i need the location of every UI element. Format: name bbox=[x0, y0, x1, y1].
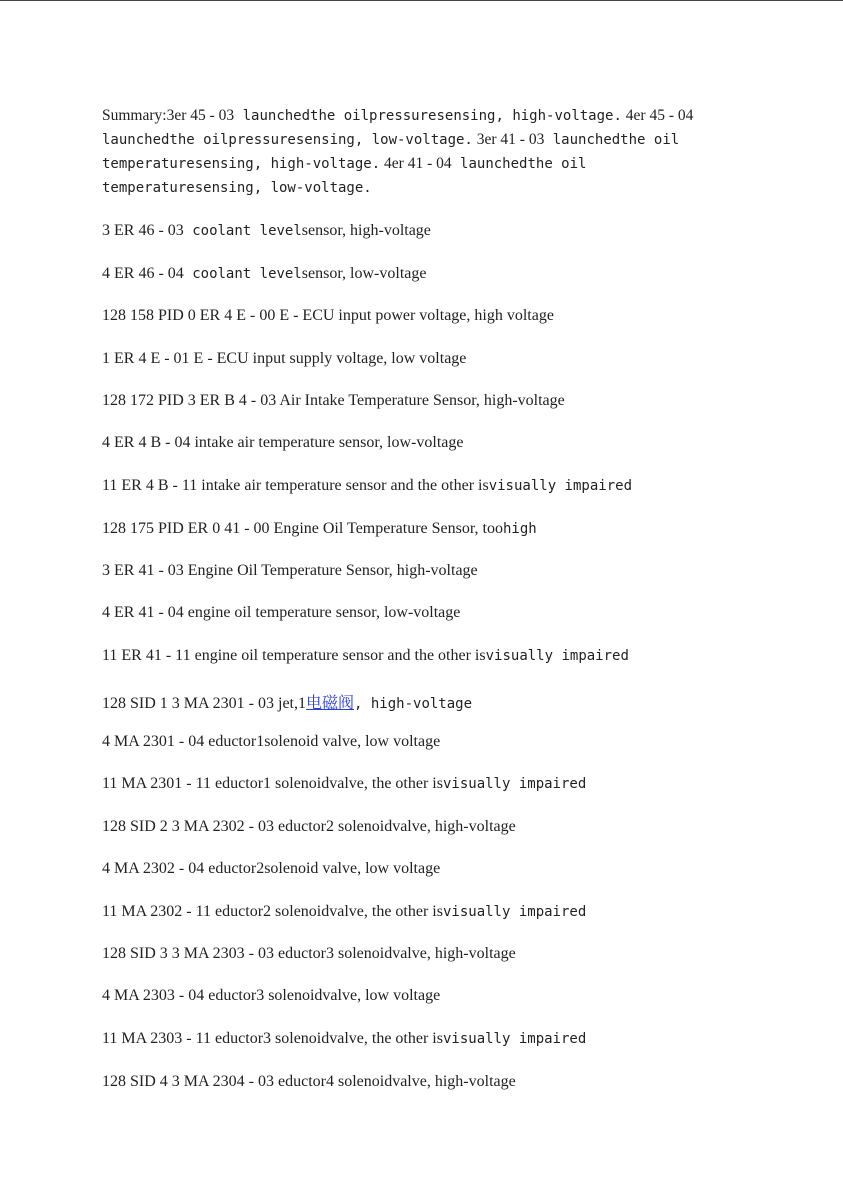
text-run: 11 MA 2303 - 11 eductor3 solenoidvalve, the other is bbox=[102, 1030, 443, 1047]
monospace-run: coolant level bbox=[183, 223, 302, 239]
code-line bbox=[102, 987, 440, 1005]
monospace-run: visually impaired bbox=[442, 1031, 587, 1047]
text-run: 128 172 PID 3 ER B 4 - 03 Air Intake Temperature Sensor, high-voltage bbox=[102, 392, 565, 409]
text-run: Summary: bbox=[102, 107, 167, 124]
text-run: 128 SID 4 3 MA 2304 - 03 eductor4 solenoidvalve, high-voltage bbox=[102, 1073, 516, 1090]
text-run: 128 SID 2 3 MA 2302 - 03 eductor2 solenoidvalve, high-voltage bbox=[102, 818, 516, 835]
code-line bbox=[102, 222, 431, 240]
monospace-run: coolant level bbox=[183, 266, 302, 282]
code-line bbox=[102, 945, 516, 963]
text-run: sensor, high-voltage bbox=[301, 222, 431, 239]
text-run: 11 ER 41 - 11 engine oil temperature sensor and the other is bbox=[102, 647, 486, 664]
text-run: 3 ER 46 - 03 bbox=[102, 222, 184, 239]
code-line bbox=[102, 733, 440, 751]
text-run: 3 ER 41 - 03 Engine Oil Temperature Sensor, high-voltage bbox=[102, 562, 478, 579]
code-line bbox=[102, 434, 463, 452]
code-run: 4er 45 - 04 bbox=[621, 107, 694, 124]
monospace-run: high bbox=[503, 521, 537, 537]
text-run: 1 ER 4 E - 01 E - ECU input supply voltage, low voltage bbox=[102, 350, 467, 367]
text-run: 4 MA 2303 - 04 eductor3 solenoidvalve, low voltage bbox=[102, 987, 441, 1004]
text-run: 128 158 PID 0 ER 4 E - 00 E - ECU input power voltage, high voltage bbox=[102, 307, 554, 324]
monospace-run: launchedthe oilpressuresensing, high-voltage. bbox=[234, 108, 622, 124]
code-line bbox=[102, 818, 516, 836]
code-line bbox=[102, 1030, 586, 1048]
text-run: 11 MA 2302 - 11 eductor2 solenoidvalve, the other is bbox=[102, 903, 443, 920]
summary-paragraph bbox=[102, 104, 742, 200]
text-run: 4 MA 2302 - 04 eductor2solenoid valve, low voltage bbox=[102, 860, 441, 877]
code-line bbox=[102, 860, 440, 878]
monospace-run: launchedthe oilpressuresensing, low-voltage. bbox=[102, 132, 473, 148]
code-line bbox=[102, 604, 460, 622]
code-line bbox=[102, 647, 629, 665]
text-run: 11 ER 4 B - 11 intake air temperature sensor and the other is bbox=[102, 477, 489, 494]
code-line bbox=[102, 1073, 516, 1091]
code-run: 3er 45 - 03 bbox=[166, 107, 235, 124]
text-run: 4 ER 41 - 04 engine oil temperature sensor, low-voltage bbox=[102, 604, 461, 621]
text-run: 128 SID 1 3 MA 2301 - 03 jet,1 bbox=[102, 695, 306, 712]
monospace-run: visually impaired bbox=[442, 904, 587, 920]
code-line bbox=[102, 307, 554, 325]
monospace-run: launchedthe oil temperaturesensing, low-voltage. bbox=[102, 156, 587, 196]
code-line bbox=[102, 350, 466, 368]
code-line bbox=[102, 690, 472, 713]
monospace-run: visually impaired bbox=[485, 648, 629, 664]
code-run: 4er 41 - 04 bbox=[380, 155, 452, 172]
monospace-run: , high-voltage bbox=[354, 696, 473, 712]
code-line bbox=[102, 265, 426, 283]
code-line bbox=[102, 775, 586, 793]
text-run: sensor, low-voltage bbox=[301, 265, 427, 282]
text-run: 4 MA 2301 - 04 eductor1solenoid valve, low voltage bbox=[102, 733, 441, 750]
code-line bbox=[102, 903, 586, 921]
document-body bbox=[102, 104, 742, 1090]
top-border-rule bbox=[0, 0, 843, 1]
text-run: 128 175 PID ER 0 41 - 00 Engine Oil Temperature Sensor, too bbox=[102, 520, 503, 537]
code-line bbox=[102, 477, 632, 495]
text-run: 4 ER 46 - 04 bbox=[102, 265, 184, 282]
text-run: 11 MA 2301 - 11 eductor1 solenoidvalve, the other is bbox=[102, 775, 443, 792]
code-run: 3er 41 - 03 bbox=[472, 131, 545, 148]
monospace-run: visually impaired bbox=[442, 776, 587, 792]
monospace-run: visually impaired bbox=[488, 478, 632, 494]
text-run: 128 SID 3 3 MA 2303 - 03 eductor3 solenoidvalve, high-voltage bbox=[102, 945, 516, 962]
code-line bbox=[102, 520, 537, 538]
code-line bbox=[102, 562, 478, 580]
code-line bbox=[102, 392, 565, 410]
monospace-run: launchedthe oil temperaturesensing, high-voltage. bbox=[102, 132, 680, 172]
text-run: 4 ER 4 B - 04 intake air temperature sensor, low-voltage bbox=[102, 434, 464, 451]
solenoid-valve-link[interactable]: 电磁阀 bbox=[306, 695, 355, 712]
